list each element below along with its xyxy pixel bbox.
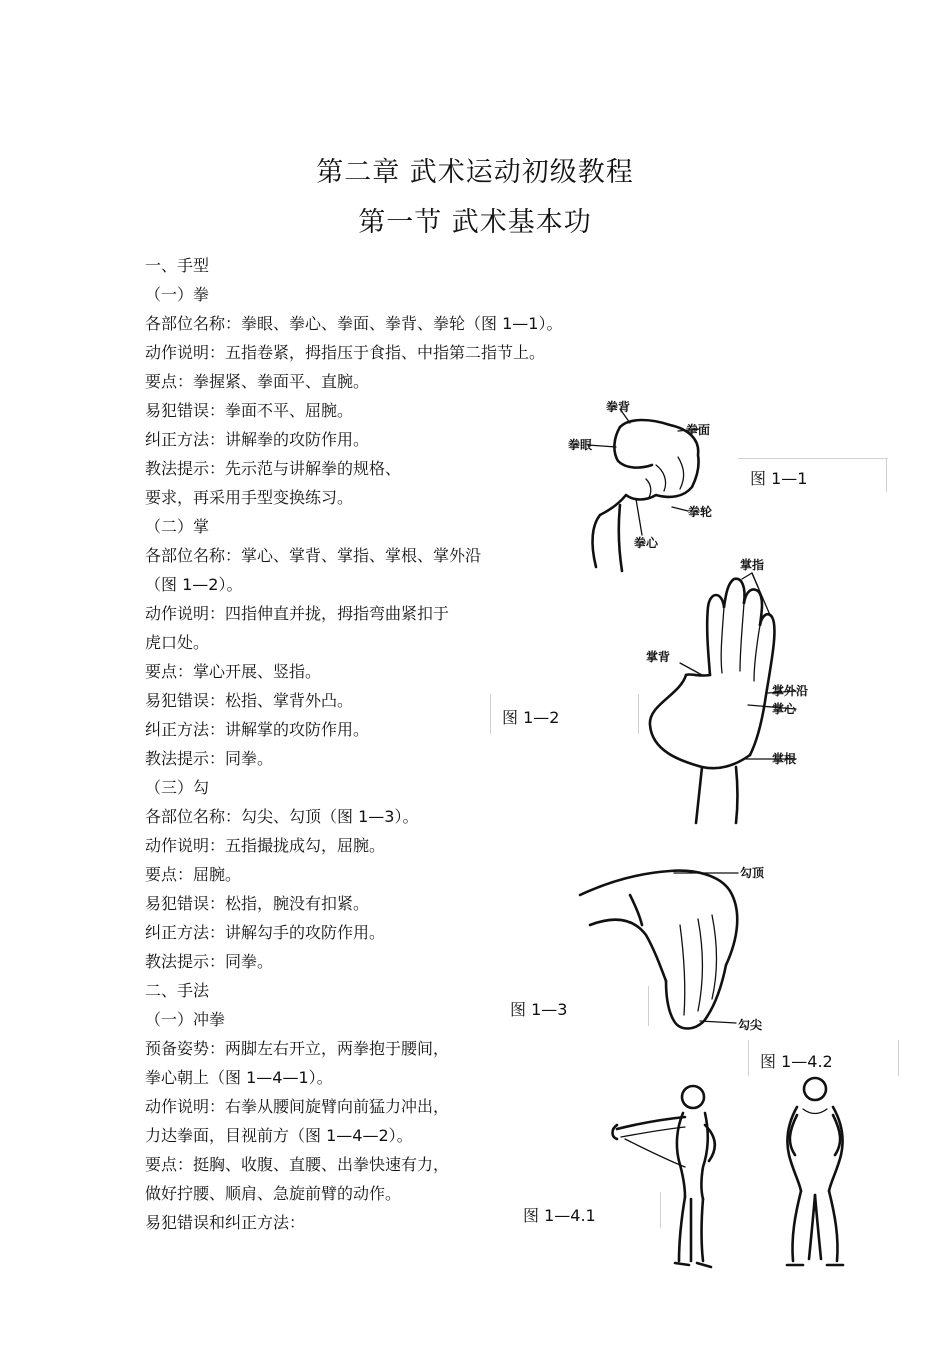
text-line: 教法提示：先示范与讲解拳的规格、: [145, 459, 402, 478]
text-line: 动作说明：四指伸直并拢，拇指弯曲紧扣于: [145, 604, 450, 623]
palm-label-root: 掌根: [772, 752, 797, 766]
fist-label-back: 拳背: [606, 400, 631, 414]
text-line: 各部位名称：掌心、掌背、掌指、掌根、掌外沿: [145, 546, 482, 565]
text-line: 易犯错误和纠正方法：: [145, 1213, 306, 1232]
text-line: 教法提示：同拳。: [145, 749, 274, 768]
text-line: 动作说明：右拳从腰间旋臂向前猛力冲出，: [145, 1097, 450, 1116]
divider: [638, 694, 639, 734]
text-line: 动作说明：五指卷紧，拇指压于食指、中指第二指节上。: [145, 343, 546, 362]
fist-figure: [560, 395, 740, 575]
text-line: 易犯错误：松指，腕没有扣紧。: [145, 894, 370, 913]
divider: [886, 458, 887, 492]
text-line: 要点：掌心开展、竖指。: [145, 662, 322, 681]
text-line: （三）勾: [145, 778, 210, 797]
section-title: 第一节 武术基本功: [358, 207, 592, 238]
text-line: 力达拳面，目视前方（图 1—4—2）。: [145, 1126, 413, 1145]
palm-caption: 图 1—2: [502, 708, 560, 727]
divider: [660, 1192, 661, 1228]
text-line: 动作说明：五指撮拢成勾，屈腕。: [145, 836, 386, 855]
punch-caption-1: 图 1—4.1: [523, 1206, 596, 1225]
hook-figure: [570, 855, 780, 1040]
text-line: 预备姿势：两脚左右开立，两拳抱于腰间，: [145, 1039, 450, 1058]
text-line: 各部位名称：勾尖、勾顶（图 1—3）。: [145, 807, 419, 826]
palm-figure: [640, 555, 830, 825]
text-line: 虎口处。: [145, 633, 210, 652]
text-line: （一）冲拳: [145, 1010, 226, 1029]
text-line: 二、手法: [145, 981, 210, 1000]
divider: [738, 458, 888, 459]
text-line: 拳心朝上（图 1—4—1）。: [145, 1068, 333, 1087]
text-line: 要点：挺胸、收腹、直腰、出拳快速有力，: [145, 1155, 450, 1174]
punch-caption-2: 图 1—4.2: [760, 1052, 833, 1071]
text-line: （图 1—2）。: [145, 575, 243, 594]
punch-figures: [605, 1075, 870, 1275]
fist-label-wheel: 拳轮: [688, 505, 713, 519]
palm-label-back: 掌背: [646, 650, 671, 664]
text-line: （二）掌: [145, 517, 210, 536]
text-line: 一、手型: [145, 256, 210, 275]
palm-label-fingers: 掌指: [740, 558, 765, 572]
hook-caption: 图 1—3: [510, 1000, 568, 1019]
text-line: 要求，再采用手型变换练习。: [145, 488, 354, 507]
divider: [490, 694, 491, 734]
divider: [748, 1040, 749, 1076]
divider: [648, 986, 649, 1026]
hook-label-top: 勾顶: [740, 866, 765, 880]
text-line: 易犯错误：拳面不平、屈腕。: [145, 401, 354, 420]
fist-caption: 图 1—1: [750, 469, 808, 488]
fist-label-heart: 拳心: [634, 536, 659, 550]
fist-label-face: 拳面: [686, 423, 711, 437]
text-line: 教法提示：同拳。: [145, 952, 274, 971]
text-line: 要点：屈腕。: [145, 865, 242, 884]
text-line: （一）拳: [145, 285, 210, 304]
text-line: 易犯错误：松指、掌背外凸。: [145, 691, 354, 710]
fist-label-eye: 拳眼: [568, 438, 593, 452]
text-line: 纠正方法：讲解拳的攻防作用。: [145, 430, 370, 449]
divider: [898, 1040, 899, 1076]
palm-label-edge: 掌外沿: [772, 684, 809, 698]
text-line: 纠正方法：讲解掌的攻防作用。: [145, 720, 370, 739]
chapter-title: 第二章 武术运动初级教程: [316, 157, 634, 188]
text-line: 做好拧腰、顺肩、急旋前臂的动作。: [145, 1184, 402, 1203]
palm-label-heart: 掌心: [772, 702, 797, 716]
text-line: 纠正方法：讲解勾手的攻防作用。: [145, 923, 386, 942]
text-line: 各部位名称：拳眼、拳心、拳面、拳背、拳轮（图 1—1）。: [145, 314, 563, 333]
text-line: 要点：拳握紧、拳面平、直腕。: [145, 372, 370, 391]
hook-label-tip: 勾尖: [738, 1018, 763, 1032]
